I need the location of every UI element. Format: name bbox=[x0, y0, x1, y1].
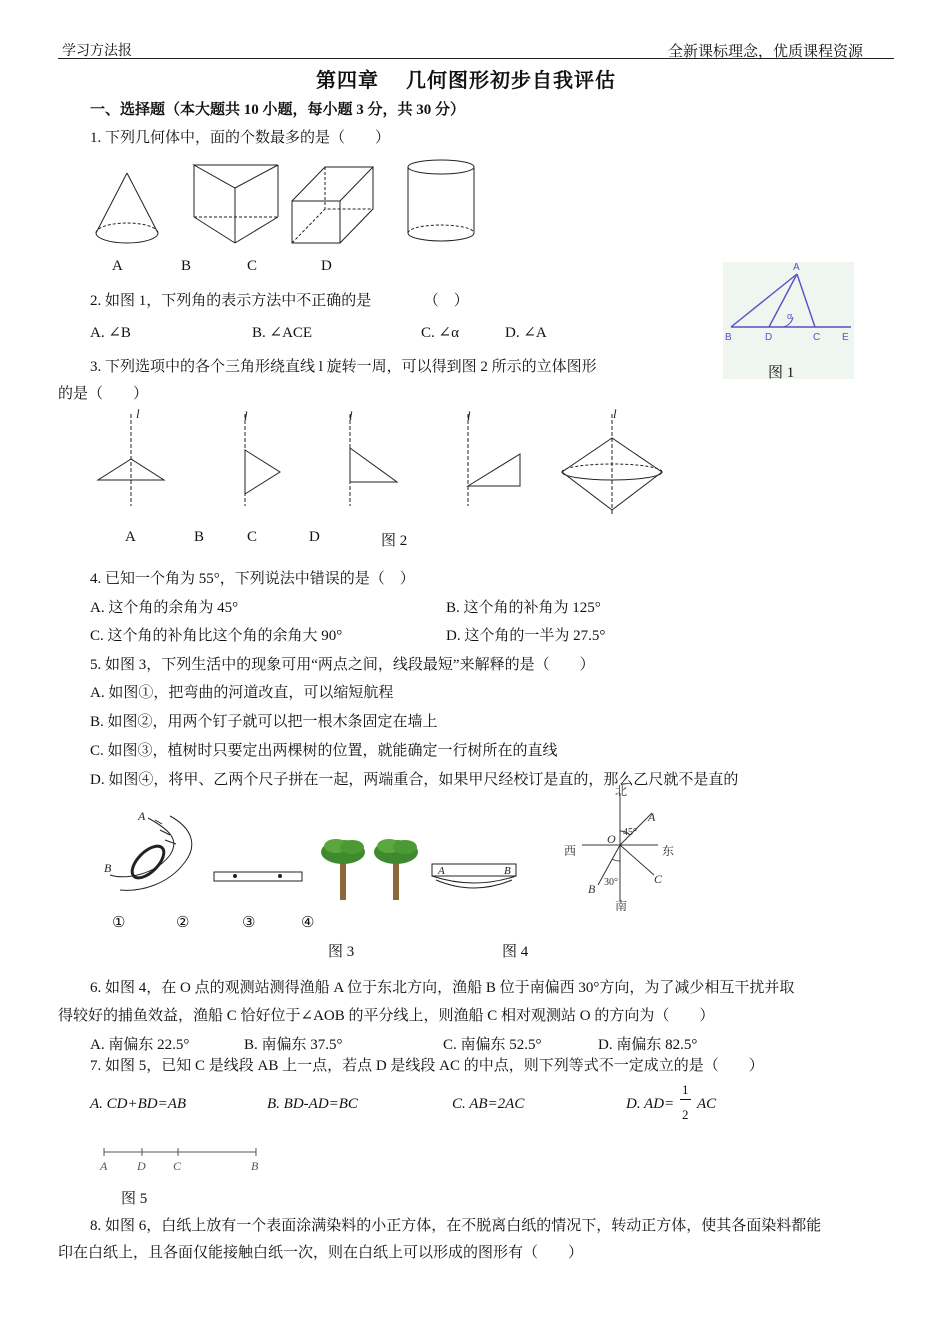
q1-label-d: D bbox=[321, 258, 332, 274]
q1-label-c: C bbox=[247, 258, 258, 274]
compass-point-c: C bbox=[654, 872, 663, 886]
q5-option-d: D. 如图④，将甲、乙两个尺子拼在一起，两端重合，如果甲尺经校订是直的，那么乙尺就不是直的 bbox=[90, 772, 739, 788]
fig1-point-a: A bbox=[793, 262, 800, 273]
palm-tree-icon bbox=[374, 839, 418, 900]
fig1-point-c: C bbox=[813, 332, 821, 343]
q7-option-c: C. AB=2AC bbox=[452, 1096, 525, 1112]
figure-3-illustrations bbox=[100, 800, 540, 910]
river-label-b: B bbox=[104, 861, 112, 875]
fig3-label-2: ② bbox=[176, 915, 190, 931]
q3-stem-line1: 3. 下列选项中的各个三角形绕直线 l 旋转一周，可以得到图 2 所示的立体图形 bbox=[90, 359, 597, 375]
q6-option-c: C. 南偏东 52.5° bbox=[443, 1037, 542, 1053]
compass-origin: O bbox=[607, 832, 616, 846]
q6-option-d: D. 南偏东 82.5° bbox=[598, 1037, 698, 1053]
figure-2-caption: 图 2 bbox=[381, 533, 408, 549]
cuboid-icon bbox=[292, 167, 373, 243]
q3-label-c: C bbox=[247, 529, 258, 545]
compass-point-a: A bbox=[648, 810, 656, 824]
cylinder-icon bbox=[408, 160, 474, 241]
q4-option-d: D. 这个角的一半为 27.5° bbox=[446, 628, 606, 644]
q7-stem: 7. 如图 5，已知 C 是线段 AB 上一点，若点 D 是线段 AC 的中点，则下列等式不一定成立的是（ ） bbox=[90, 1058, 764, 1074]
q6-option-a: A. 南偏东 22.5° bbox=[90, 1037, 190, 1053]
fig3-label-4: ④ bbox=[301, 915, 315, 931]
q6-line1: 6. 如图 4，在 O 点的观测站测得渔船 A 位于东北方向，渔船 B 位于南偏西 30°方向，为了减少相互干扰并取 bbox=[90, 980, 795, 996]
q3-stem-line2: 的是（ ） bbox=[58, 386, 149, 402]
q5-option-c: C. 如图③，植树时只要定出两棵树的位置，就能确定一行树所在的直线 bbox=[90, 743, 558, 759]
q2-option-c: C. ∠α bbox=[421, 325, 459, 341]
q7-option-b: B. BD-AD=BC bbox=[267, 1096, 358, 1112]
q2-option-b: B. ∠ACE bbox=[252, 325, 313, 341]
fig1-point-d: D bbox=[765, 332, 773, 343]
fig3-label-1: ① bbox=[112, 915, 126, 931]
q7-frac-den: 2 bbox=[682, 1107, 689, 1122]
header-right: 全新课标理念，优质课程资源 bbox=[668, 44, 864, 60]
q6-option-b: B. 南偏东 37.5° bbox=[244, 1037, 343, 1053]
q1-label-b: B bbox=[181, 258, 192, 274]
figure-4-compass bbox=[560, 784, 690, 913]
compass-point-b: B bbox=[588, 882, 596, 896]
q5-option-b: B. 如图②，用两个钉子就可以把一根木条固定在墙上 bbox=[90, 714, 438, 730]
compass-angle-30: 30° bbox=[604, 877, 618, 888]
page-title: 第四章 几何图形初步自我评估 bbox=[316, 70, 616, 92]
axis-label-c: l bbox=[349, 408, 353, 423]
q2-stem: 2. 如图 1，下列角的表示方法中不正确的是 （ ） bbox=[90, 293, 469, 309]
q1-solids-figure bbox=[90, 155, 490, 255]
q4-stem: 4. 已知一个角为 55°，下列说法中错误的是（ ） bbox=[90, 571, 415, 587]
q7-option-a: A. CD+BD=AB bbox=[90, 1096, 187, 1112]
axis-label-b: l bbox=[244, 408, 248, 423]
q7-option-d: D. AD= bbox=[626, 1096, 675, 1112]
triangular-prism-icon bbox=[194, 165, 278, 243]
q3-label-b: B bbox=[194, 529, 205, 545]
q8-line1: 8. 如图 6，白纸上放有一个表面涂满染料的小正方体，在不脱离白纸的情况下，转动正方体，使其各面染料都能 bbox=[90, 1218, 822, 1234]
fig3-label-3: ③ bbox=[242, 915, 256, 931]
axis-label-fig2: l bbox=[613, 406, 617, 421]
axis-label-a: l bbox=[136, 406, 140, 421]
q6-line2: 得较好的捕鱼效益，渔船 C 恰好位于∠AOB 的平分线上，则渔船 C 相对观测站 O 的方向为（ ） bbox=[58, 1008, 715, 1024]
wooden-strip-icon bbox=[214, 872, 302, 881]
fig1-point-e: E bbox=[842, 332, 849, 343]
compass-west: 西 bbox=[564, 844, 577, 858]
q7-frac-tail: AC bbox=[697, 1096, 717, 1112]
q5-option-a: A. 如图①，把弯曲的河道改直，可以缩短航程 bbox=[90, 685, 394, 701]
figure-5-caption: 图 5 bbox=[121, 1191, 148, 1207]
palm-tree-icon bbox=[321, 839, 365, 900]
axis-label-d: l bbox=[467, 408, 471, 423]
figure-1-caption: 图 1 bbox=[768, 365, 795, 381]
ruler-label-a: A bbox=[438, 865, 445, 877]
seg-label-b: B bbox=[251, 1159, 259, 1173]
q3-label-d: D bbox=[309, 529, 320, 545]
compass-north: 北 bbox=[615, 784, 628, 798]
q2-option-d: D. ∠A bbox=[505, 325, 547, 341]
q7-frac-bar bbox=[680, 1099, 691, 1100]
q5-stem: 5. 如图 3，下列生活中的现象可用“两点之间，线段最短”来解释的是（ ） bbox=[90, 657, 595, 673]
seg-label-c: C bbox=[173, 1159, 182, 1173]
compass-east: 东 bbox=[662, 844, 675, 858]
q4-option-c: C. 这个角的补角比这个角的余角大 90° bbox=[90, 628, 343, 644]
seg-label-a: A bbox=[100, 1159, 108, 1173]
q3-label-a: A bbox=[125, 529, 136, 545]
river-icon bbox=[110, 816, 192, 890]
fig1-point-b: B bbox=[725, 332, 732, 343]
q4-option-a: A. 这个角的余角为 45° bbox=[90, 600, 239, 616]
compass-angle-45: 45° bbox=[623, 827, 637, 838]
header-rule bbox=[58, 58, 894, 59]
river-label-a: A bbox=[138, 809, 146, 823]
seg-label-d: D bbox=[137, 1159, 146, 1173]
figure-5-segment bbox=[100, 1146, 270, 1176]
q2-option-a: A. ∠B bbox=[90, 325, 131, 341]
q1-label-a: A bbox=[112, 258, 123, 274]
fig1-angle-alpha: α bbox=[787, 311, 793, 321]
section-heading: 一、选择题（本大题共 10 小题，每小题 3 分，共 30 分） bbox=[90, 102, 466, 118]
figure-3-caption: 图 3 bbox=[328, 944, 355, 960]
q3-rotation-figure bbox=[90, 406, 670, 518]
q4-option-b: B. 这个角的补角为 125° bbox=[446, 600, 601, 616]
compass-south: 南 bbox=[615, 899, 628, 913]
q7-frac-num: 1 bbox=[682, 1082, 689, 1097]
q8-line2: 印在白纸上，且各面仅能接触白纸一次，则在白纸上可以形成的图形有（ ） bbox=[58, 1245, 584, 1261]
figure-4-caption: 图 4 bbox=[502, 944, 529, 960]
cone-icon bbox=[96, 173, 158, 243]
header-left: 学习方法报 bbox=[62, 44, 132, 59]
ruler-label-b: B bbox=[504, 865, 511, 877]
q1-stem: 1. 下列几何体中，面的个数最多的是（ ） bbox=[90, 130, 391, 146]
